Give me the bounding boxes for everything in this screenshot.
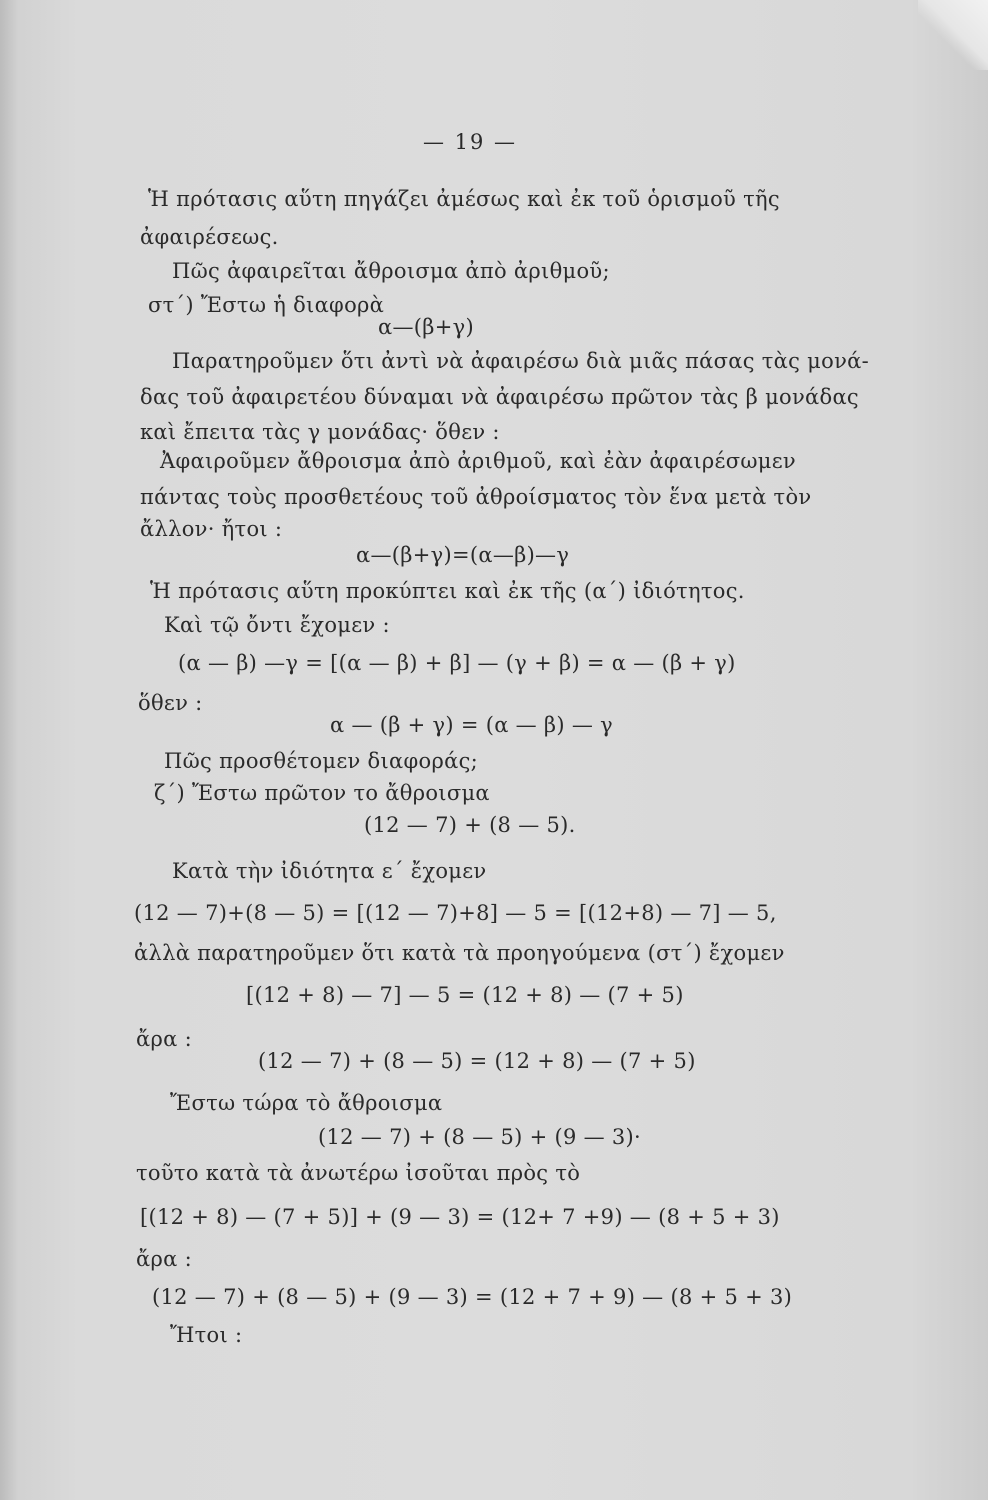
equation: (12 — 7) + (8 — 5) + (9 — 3)· (318, 1125, 642, 1149)
text-line: καὶ ἔπειτα τὰς γ μονάδας· ὅθεν : (140, 420, 500, 444)
equation: (12 — 7) + (8 — 5). (364, 813, 576, 837)
text-line: Πῶς προσθέτομεν διαφοράς; (164, 749, 479, 773)
equation: [(12 + 8) — 7] — 5 = (12 + 8) — (7 + 5) (246, 983, 684, 1007)
text-line: Καὶ τῷ ὄντι ἔχομεν : (164, 613, 390, 637)
equation: α—(β+γ)=(α—β)—γ (356, 543, 570, 567)
text-line: Πῶς ἀφαιρεῖται ἄθροισμα ἀπὸ ἀριθμοῦ; (172, 259, 610, 283)
equation: (12 — 7) + (8 — 5) + (9 — 3) = (12 + 7 + 9) — (8 + 5 + 3) (152, 1285, 793, 1309)
text-line: Ἡ πρότασις αὕτη προκύπτει καὶ ἐκ τῆς (α΄) ἰδιότητος. (150, 579, 745, 603)
text-line: Κατὰ τὴν ἰδιότητα ε΄ ἔχομεν (172, 859, 487, 883)
text-line: στ΄) Ἔστω ἡ διαφορὰ (148, 293, 385, 317)
text-line: Ἔστω τώρα τὸ ἄθροισμα (170, 1091, 443, 1115)
text-line: Ἤτοι : (170, 1323, 243, 1347)
equation: (12 — 7) + (8 — 5) = (12 + 8) — (7 + 5) (258, 1049, 696, 1073)
text-line: Ἡ πρότασις αὕτη πηγάζει ἀμέσως καὶ ἐκ τοῦ ὁρισμοῦ τῆς (148, 187, 780, 211)
equation: (α — β) —γ = [(α — β) + β] — (γ + β) = α — (β + γ) (178, 651, 736, 675)
text-line: ζ΄) Ἔστω πρῶτον το ἄθροισμα (154, 781, 490, 805)
text-line: πάντας τοὺς προσθετέους τοῦ ἀθροίσματος τὸν ἕνα μετὰ τὸν (140, 485, 812, 509)
text-line: τοῦτο κατὰ τὰ ἀνωτέρω ἰσοῦται πρὸς τὸ (136, 1161, 581, 1185)
equation: α—(β+γ) (378, 315, 474, 339)
equation: (12 — 7)+(8 — 5) = [(12 — 7)+8] — 5 = [(12+8) — 7] — 5, (134, 901, 777, 925)
text-line: ἀλλὰ παρατηροῦμεν ὅτι κατὰ τὰ προηγούμενα (στ΄) ἔχομεν (134, 941, 785, 965)
text-line: ὅθεν : (138, 691, 203, 715)
text-line: Ἀφαιροῦμεν ἄθροισμα ἀπὸ ἀριθμοῦ, καὶ ἐὰν ἀφαιρέσωμεν (160, 449, 796, 473)
text-line: ἄρα : (136, 1247, 192, 1271)
page-edge-shadow (0, 0, 18, 1500)
text-line: Παρατηροῦμεν ὅτι ἀντὶ νὰ ἀφαιρέσω διὰ μιᾶς πάσας τὰς μονά- (172, 349, 870, 373)
equation: α — (β + γ) = (α — β) — γ (330, 713, 613, 737)
folded-corner (918, 0, 988, 70)
text-line: δας τοῦ ἀφαιρετέου δύναμαι νὰ ἀφαιρέσω πρῶτον τὰς β μονάδας (140, 385, 859, 409)
equation: [(12 + 8) — (7 + 5)] + (9 — 3) = (12+ 7 +9) — (8 + 5 + 3) (140, 1205, 780, 1229)
text-line: ἀφαιρέσεως. (140, 225, 279, 249)
text-line: ἄλλον· ἤτοι : (140, 517, 283, 541)
page-number: — 19 — (422, 130, 518, 154)
text-line: ἄρα : (136, 1027, 192, 1051)
